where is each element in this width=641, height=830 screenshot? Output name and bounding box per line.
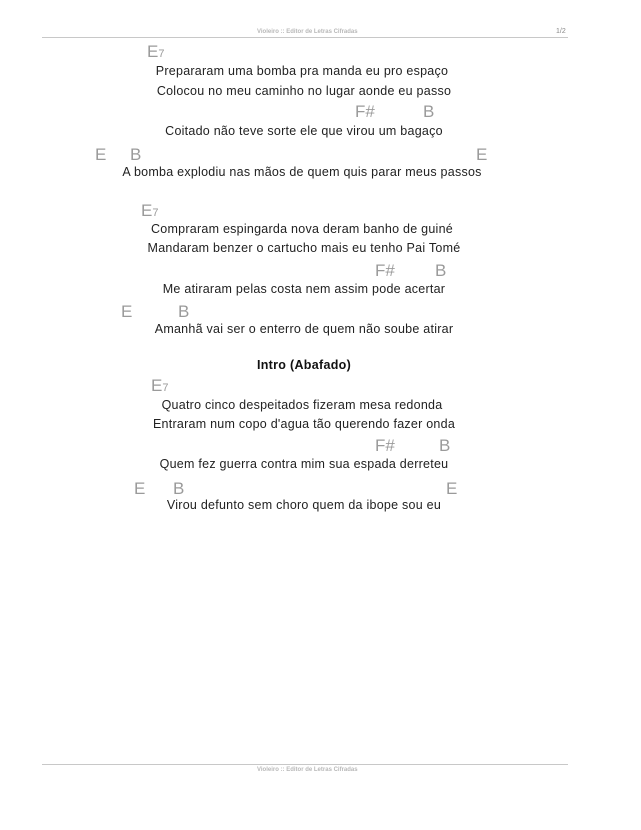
lyric-line: Amanhã vai ser o enterro de quem não soube atirar xyxy=(154,322,454,336)
chord: B xyxy=(423,102,435,121)
chord: B xyxy=(178,302,190,321)
chord: F# xyxy=(375,261,395,280)
chord: E xyxy=(446,479,458,498)
chord xyxy=(141,201,158,221)
lyric-line: Me atiraram pelas costa nem assim pode acertar xyxy=(162,282,446,296)
lyric-line: Virou defunto sem choro quem da ibope sou eu xyxy=(166,498,442,512)
chord: E xyxy=(95,145,107,164)
chord: B xyxy=(439,436,451,455)
lyric-line: Quem fez guerra contra mim sua espada derreteu xyxy=(159,457,449,471)
lyric-line: Compraram espingarda nova deram banho de guiné xyxy=(151,222,453,236)
chord: E xyxy=(476,145,488,164)
chord xyxy=(147,42,164,62)
page-number: 1/2 xyxy=(556,28,566,35)
footer-divider xyxy=(42,764,568,765)
chord-extension: 7 xyxy=(158,48,165,60)
chord xyxy=(151,376,168,396)
chord-root: E xyxy=(147,42,159,61)
chord: B xyxy=(435,261,447,280)
lyric-line: Entraram num copo d'agua tão querendo fazer onda xyxy=(152,417,456,431)
chord: E xyxy=(134,479,146,498)
header-title: Violeiro :: Editor de Letras Cifradas xyxy=(257,29,358,35)
chord: F# xyxy=(375,436,395,455)
lyric-line: A bomba explodiu nas mãos de quem quis parar meus passos xyxy=(122,165,482,179)
lyric-line: Mandaram benzer o cartucho mais eu tenho Pai Tomé xyxy=(147,241,461,255)
footer-title: Violeiro :: Editor de Letras Cifradas xyxy=(257,767,358,773)
lyric-line: Coitado não teve sorte ele que virou um bagaço xyxy=(165,124,443,138)
lyric-line: Quatro cinco despeitados fizeram mesa redonda xyxy=(161,398,443,412)
chord-root: E xyxy=(151,376,163,395)
lyric-line: Colocou no meu caminho no lugar aonde eu passo xyxy=(156,84,452,98)
section-heading: Intro (Abafado) xyxy=(256,358,352,372)
chord-extension: 7 xyxy=(162,382,169,394)
chord-extension: 7 xyxy=(152,207,159,219)
chord: B xyxy=(173,479,185,498)
chord-root: E xyxy=(141,201,153,220)
chord: B xyxy=(130,145,142,164)
chord: E xyxy=(121,302,133,321)
header-divider xyxy=(42,37,568,38)
lyric-line: Prepararam uma bomba pra manda eu pro espaço xyxy=(155,64,449,78)
chord: F# xyxy=(355,102,375,121)
